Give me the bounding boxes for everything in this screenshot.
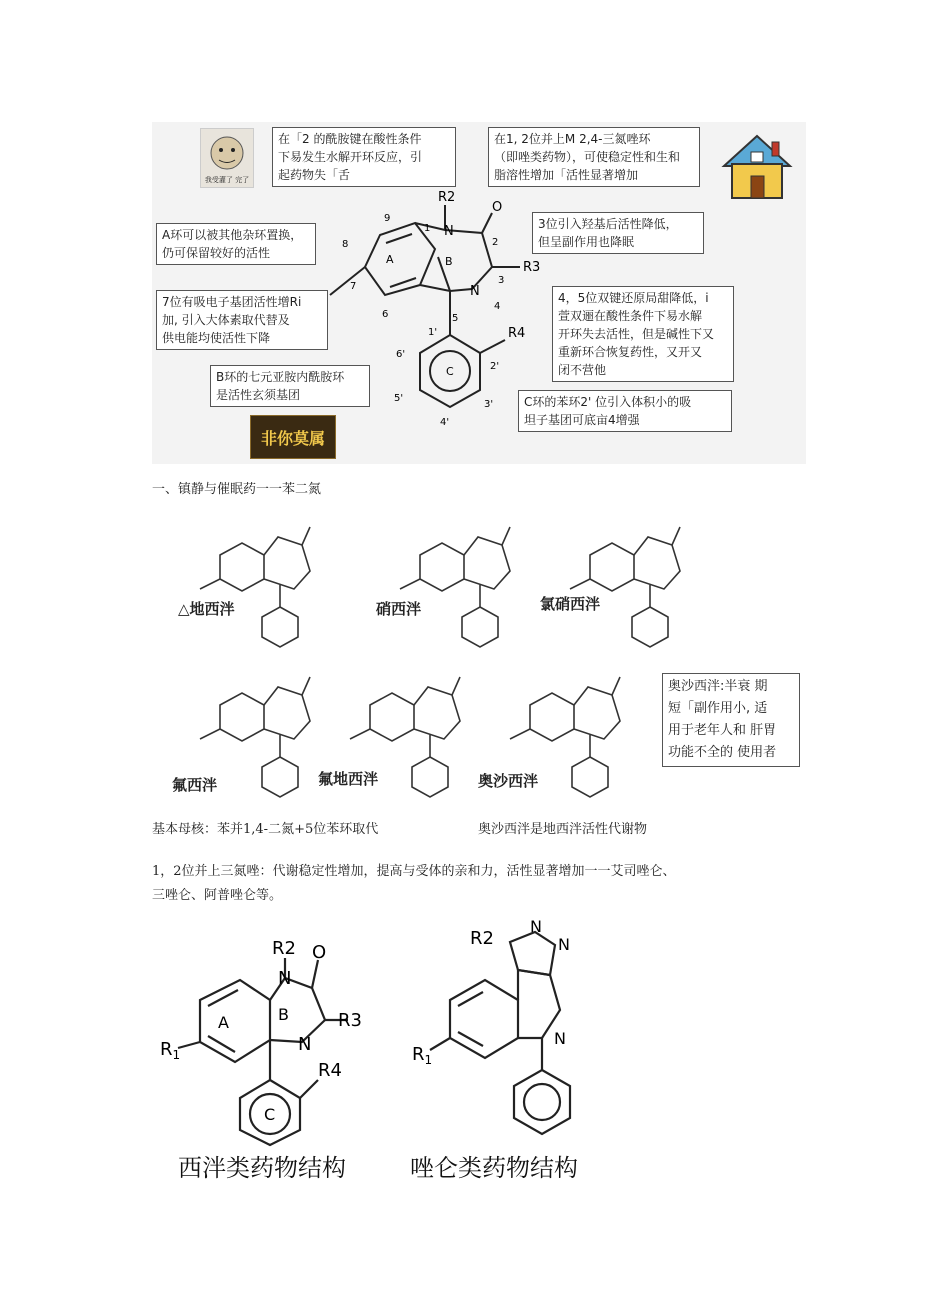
core-num-4p: 4' <box>440 417 450 428</box>
azepam-r1: $R_1$ <box>160 1039 181 1062</box>
core-num-8: 8 <box>342 239 349 250</box>
azepam-r4: R4 <box>318 1060 342 1081</box>
mother-nucleus-text: 基本母核：苯并1,4-二氮+5位苯环取代 <box>152 822 379 837</box>
azepam-r2: R2 <box>272 938 296 959</box>
drug-label-clonazepam: 氯硝西泮 <box>540 595 601 613</box>
core-num-4: 4 <box>494 301 501 312</box>
azepam-ring-b: B <box>278 1005 289 1024</box>
azolam-n5: N <box>554 1029 566 1048</box>
drug-structure-clonazepam <box>570 527 680 647</box>
core-r4: R4 <box>508 326 526 341</box>
azepam-n4: N <box>298 1034 312 1055</box>
core-num-6: 6 <box>382 309 389 320</box>
note-ring-a: A环可以被其他杂环置换， 仍可保留较好的活性 <box>156 223 316 265</box>
core-ring-c: C <box>446 365 454 378</box>
drug-label-fludiazepam: 氟地西泮 <box>318 770 379 788</box>
oxazepam-note: 奥沙西泮:半衰 期 短「副作用小, 适 用于老年人和 肝胃 功能不全的 使用者 <box>662 673 800 767</box>
core-o: O <box>492 200 503 215</box>
drug-structure-nitrazepam <box>400 527 510 647</box>
core-ring-b: B <box>445 255 453 268</box>
core-num-6p: 6' <box>396 349 406 360</box>
core-num-1p: 1' <box>428 327 438 338</box>
azolam-r1: $R_1$ <box>412 1044 433 1067</box>
core-num-2: 2 <box>492 237 499 248</box>
azolam-n-b: N <box>558 935 570 954</box>
note-12-triazole: 在1, 2位并上M 2,4-三氮唑环 （即唑类药物），可使稳定性和生和 脂溶性增加「活性显著增加 <box>488 127 700 187</box>
triazole-paragraph-line1: 1，2位并上三氮唑：代谢稳定性增加，提高与受体的亲和力，活性显著增加一一艾司唑仑、 <box>152 864 676 879</box>
section1-heading: 一、镇静与催眠药一一苯二氮 <box>152 482 322 497</box>
note-12-hydrolysis: 在「2 的酰胺键在酸性条件 下易发生水解开环反应，引 起药物失「舌 <box>272 127 456 187</box>
triazole-paragraph-line2: 三唑仑、阿普唑仑等。 <box>152 888 283 903</box>
note-hydroxyl-3: 3位引入羟基后活性降低， 但呈副作用也降眠 <box>532 212 704 254</box>
core-r2: R2 <box>438 190 456 205</box>
azepam-ring-c: C <box>264 1105 276 1124</box>
azolam-r2: R2 <box>470 928 494 949</box>
azepam-ring-a: A <box>218 1013 229 1032</box>
core-structure-diagram <box>320 185 560 430</box>
house-image <box>718 128 796 206</box>
drug-label-flurazepam: 氟西泮 <box>172 776 218 794</box>
core-num-1: 1 <box>424 223 431 234</box>
core-num-9: 9 <box>384 213 391 224</box>
meme-image <box>200 128 254 188</box>
caption-azolam-structure: 唑仑类药物结构 <box>410 1154 578 1182</box>
drug-structure-diazepam <box>200 527 310 647</box>
azepam-o: O <box>312 942 327 963</box>
core-num-5p: 5' <box>394 393 404 404</box>
core-num-5: 5 <box>452 313 459 324</box>
meme-caption: 我受灌了 完了 <box>204 176 250 184</box>
metabolite-text: 奥沙西泮是地西泮活性代谢物 <box>478 822 648 837</box>
note-ring-c: C环的苯环2' 位引入体积小的吸 坦子基团可底亩4增强 <box>518 390 732 432</box>
core-n1: N <box>444 224 454 239</box>
core-num-3p: 3' <box>484 399 494 410</box>
house-icon <box>718 128 796 206</box>
azepam-r3: R3 <box>338 1010 362 1031</box>
drug-label-oxazepam: 奥沙西泮 <box>478 772 539 790</box>
note-ring-b: B环的七元亚胺内酰胺环 是活性玄须基团 <box>210 365 370 407</box>
drug-label-nitrazepam: 硝西泮 <box>376 600 422 618</box>
azolam-n-a: N <box>530 920 542 936</box>
core-ring-a: A <box>386 253 394 266</box>
drug-structures <box>150 505 790 815</box>
core-num-3: 3 <box>498 275 505 286</box>
caption-azepam-structure: 西泮类药物结构 <box>178 1154 346 1182</box>
note-ewg-7: 7位有吸电子基团活性增Ri 加, 引入大体素取代替及 供电能均使活性下降 <box>156 290 328 350</box>
drug-label-diazepam: △地西泮 <box>178 600 235 618</box>
logo-text: 非你莫属 <box>260 429 325 448</box>
azolam-core-diagram <box>410 920 610 1150</box>
note-double-bond-45: 4，5位双键还原局甜降低，i 萱双逦在酸性条件下易水解 开环失去活性，但是碱性下又 重新环合恢复药性，又开又 闭不营他 <box>552 286 734 382</box>
azepam-n1: N <box>278 968 292 989</box>
azepam-core-diagram <box>150 930 390 1150</box>
core-n4: N <box>470 284 480 299</box>
core-num-7: 7 <box>350 281 357 292</box>
core-r3: R3 <box>523 260 541 275</box>
core-num-2p: 2' <box>490 361 500 372</box>
